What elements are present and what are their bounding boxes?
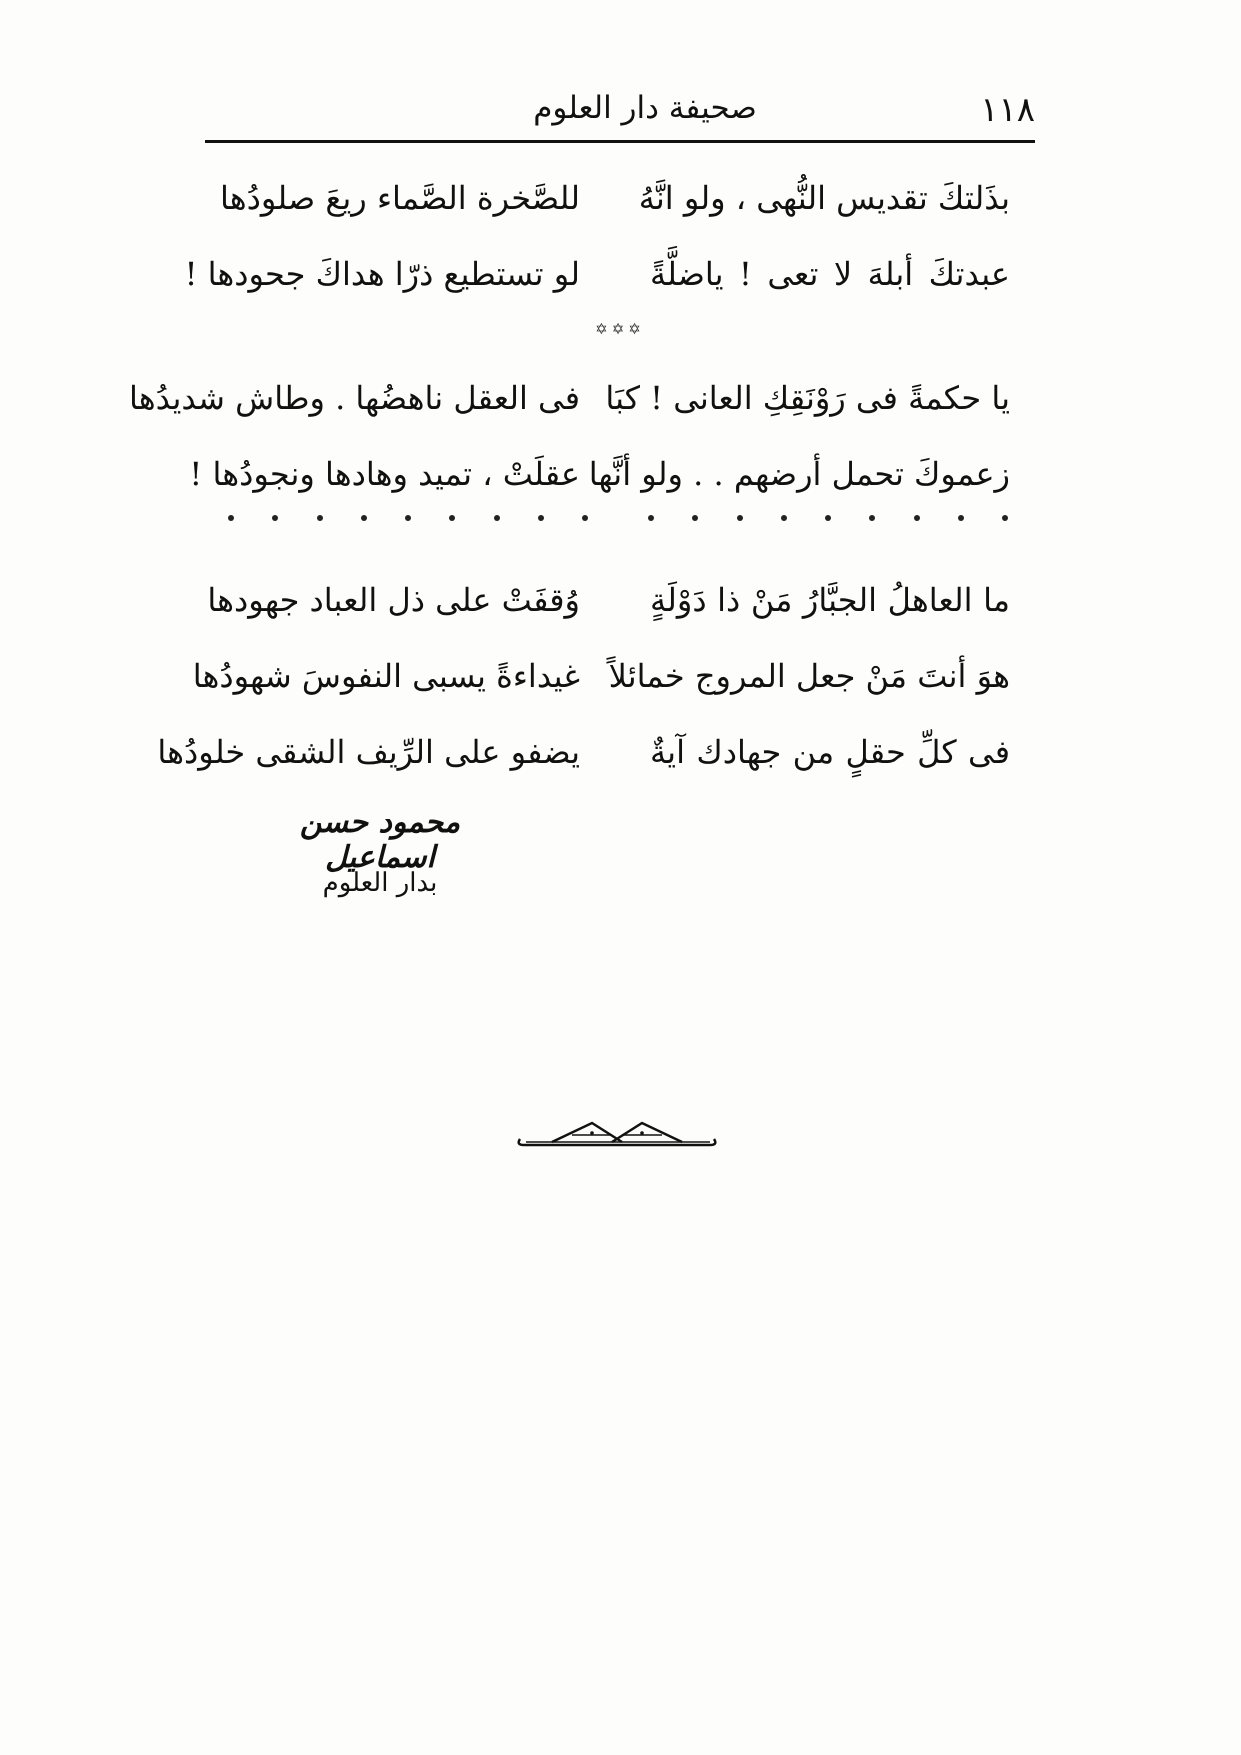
verse-second-hemistich: للصَّخرة الصَّماء ريعَ صلودُها bbox=[220, 179, 580, 217]
page-header bbox=[205, 78, 1035, 138]
verse bbox=[220, 168, 1010, 244]
verse-second-hemistich: فى العقل ناهضُها . وطاش شديدُها bbox=[129, 379, 580, 417]
verse-first-hemistich: عبدتكَ أبلهَ لا تعى ! ياضلَّةً bbox=[650, 255, 1010, 293]
verse-first-hemistich: بذَلتكَ تقديس النُّهى ، ولو انَّهُ bbox=[638, 179, 1010, 217]
stanza-3 bbox=[157, 570, 1010, 798]
author-signature: محمود حسن اسماعيل bbox=[299, 805, 461, 875]
verse-first-hemistich: زعموكَ تحمل أرضهم . . ولو أنَّها bbox=[588, 455, 1010, 493]
omission-dots-left bbox=[228, 515, 588, 535]
stanza-1 bbox=[184, 168, 1010, 320]
verse bbox=[207, 570, 1010, 646]
header-rule bbox=[205, 140, 1035, 143]
ornament-icon bbox=[512, 1115, 722, 1155]
verse bbox=[192, 646, 1010, 722]
omission-dots bbox=[228, 515, 1008, 535]
verse-first-hemistich: فى كلِّ حقلٍ من جهادك آيةٌ bbox=[650, 733, 1010, 771]
verse bbox=[129, 368, 1010, 444]
author-affiliation: بدار العلوم bbox=[322, 868, 438, 898]
verse-second-hemistich: عقلَتْ ، تميد وهادها ونجودُها ! bbox=[189, 455, 580, 493]
section-divider-stars: ✡✡✡ bbox=[595, 320, 645, 338]
verse bbox=[189, 444, 1010, 520]
verse-first-hemistich: ما العاهلُ الجبَّارُ مَنْ ذا دَوْلَةٍ bbox=[650, 581, 1010, 619]
omission-dots-right bbox=[648, 515, 1008, 535]
verse-first-hemistich: يا حكمةً فى رَوْنَقِكِ العانى ! كبَا bbox=[605, 379, 1010, 417]
stanza-2 bbox=[129, 368, 1010, 520]
verse-second-hemistich: لو تستطيع ذرّا هداكَ جحودها ! bbox=[184, 255, 580, 293]
running-title: صحيفة دار العلوم bbox=[533, 90, 757, 126]
verse bbox=[184, 244, 1010, 320]
verse-second-hemistich: يضفو على الرِّيف الشقى خلودُها bbox=[157, 733, 580, 771]
verse bbox=[157, 722, 1010, 798]
page-number: ١١٨ bbox=[980, 90, 1035, 130]
verse-first-hemistich: هوَ أنتَ مَنْ جعل المروج خمائلاً bbox=[608, 657, 1010, 695]
verse-second-hemistich: غيداءةً يسبى النفوسَ شهودُها bbox=[192, 657, 580, 695]
verse-second-hemistich: وُقفَتْ على ذل العباد جهودها bbox=[207, 581, 580, 619]
